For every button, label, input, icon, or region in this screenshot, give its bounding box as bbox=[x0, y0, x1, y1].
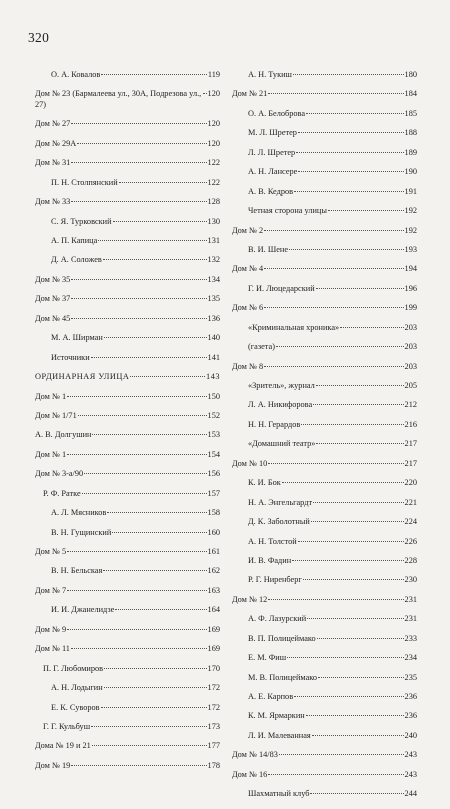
toc-entry-label: Дом № 8 bbox=[232, 361, 264, 371]
toc-leader-dots bbox=[71, 318, 206, 319]
toc-entry bbox=[232, 595, 417, 606]
toc-leader-dots bbox=[313, 404, 403, 405]
toc-entry bbox=[232, 634, 417, 645]
toc-leader-dots bbox=[268, 599, 403, 600]
toc-entry-label: Дом № 23 (Бармалеева ул., 30А, Подрезова ул., 27) bbox=[35, 89, 202, 109]
toc-leader-dots bbox=[115, 609, 206, 610]
toc-entry bbox=[232, 711, 417, 722]
toc-entry-page: 191 bbox=[404, 186, 417, 196]
toc-leader-dots bbox=[293, 74, 404, 75]
toc-entry-label: П. Н. Столпянский bbox=[51, 177, 118, 187]
toc-entry-label: В. Н. Бельская bbox=[51, 566, 103, 576]
toc-entry-page: 164 bbox=[207, 605, 220, 615]
toc-entry-page: 236 bbox=[404, 692, 417, 701]
toc-entry-page: 131 bbox=[207, 236, 220, 245]
toc-entry-label: Р. Г. Ниренберг bbox=[248, 575, 302, 585]
toc-entry-label: Дом № 11 bbox=[35, 644, 70, 654]
toc-entry-page: 240 bbox=[404, 730, 417, 740]
toc-entry-label: К. И. Бок bbox=[248, 478, 281, 488]
toc-entry-page: 217 bbox=[404, 439, 417, 449]
toc-entry-label: Дом № 10 bbox=[232, 458, 268, 468]
toc-entry-label: Дом № 19 bbox=[35, 760, 71, 770]
toc-leader-dots bbox=[104, 337, 207, 338]
toc-entry bbox=[35, 605, 220, 616]
toc-entry-page: 185 bbox=[404, 108, 417, 118]
toc-entry bbox=[232, 400, 417, 411]
toc-entry bbox=[232, 381, 417, 392]
toc-entry bbox=[232, 750, 417, 761]
toc-leader-dots bbox=[71, 123, 206, 124]
toc-entry-label: Шахматный клуб bbox=[248, 789, 310, 799]
toc-entry bbox=[232, 226, 417, 237]
toc-leader-dots bbox=[112, 532, 206, 533]
toc-entry-label: Дом № 16 bbox=[232, 769, 268, 779]
toc-leader-dots bbox=[92, 434, 206, 435]
toc-leader-dots bbox=[301, 424, 403, 425]
toc-leader-dots bbox=[98, 240, 206, 241]
toc-entry-label: Дом № 1/71 bbox=[35, 410, 77, 420]
toc-entry-label: Дом № 35 bbox=[35, 274, 71, 284]
toc-entry bbox=[232, 498, 417, 509]
toc-entry bbox=[232, 673, 417, 684]
toc-entry bbox=[35, 430, 220, 441]
toc-entry-label: Дом № 45 bbox=[35, 313, 71, 323]
toc-entry bbox=[35, 625, 220, 636]
toc-entry-label: М. Л. Шретер bbox=[248, 128, 297, 138]
page-number: 320 bbox=[28, 30, 50, 45]
toc-entry bbox=[232, 362, 417, 373]
toc-entry-label: А. Е. Карпов bbox=[248, 692, 294, 701]
toc-leader-dots bbox=[298, 132, 404, 133]
toc-entry-page: 120 bbox=[207, 138, 220, 148]
toc-section-heading bbox=[35, 372, 220, 383]
toc-entry-label: Источники bbox=[51, 352, 90, 362]
toc-entry-label: Дом № 5 bbox=[35, 547, 67, 556]
toc-entry bbox=[232, 770, 417, 781]
toc-entry-label: Дом № 9 bbox=[35, 624, 67, 634]
toc-entry bbox=[35, 392, 220, 403]
toc-entry bbox=[232, 478, 417, 489]
toc-entry-page: 122 bbox=[207, 177, 220, 187]
toc-entry-page: 134 bbox=[207, 274, 220, 284]
toc-entry-label: П. Г. Любомиров bbox=[43, 663, 104, 673]
toc-leader-dots bbox=[84, 473, 206, 474]
toc-leader-dots bbox=[264, 230, 403, 231]
toc-entry-label: С. Я. Турковский bbox=[51, 216, 112, 226]
toc-leader-dots bbox=[312, 735, 404, 736]
toc-leader-dots bbox=[328, 210, 404, 211]
toc-entry bbox=[232, 556, 417, 567]
toc-entry-page: 161 bbox=[207, 547, 220, 556]
toc-leader-dots bbox=[130, 376, 205, 377]
toc-entry-label: Д. А. Соложев bbox=[51, 255, 102, 265]
toc-entry-label: А. Ф. Лазурский bbox=[248, 614, 307, 624]
toc-entry-page: 140 bbox=[207, 333, 220, 343]
toc-entry-page: 130 bbox=[207, 216, 220, 226]
toc-entry bbox=[35, 119, 220, 130]
toc-entry bbox=[232, 614, 417, 625]
toc-entry-page: 189 bbox=[404, 147, 417, 157]
toc-leader-dots bbox=[282, 482, 404, 483]
toc-entry-page: 243 bbox=[404, 750, 417, 760]
toc-leader-dots bbox=[71, 279, 206, 280]
toc-leader-dots bbox=[294, 191, 403, 192]
toc-entry-page: 216 bbox=[404, 419, 417, 429]
toc-entry-page: 178 bbox=[207, 760, 220, 770]
toc-entry-page: 194 bbox=[404, 264, 417, 274]
toc-entry-label: Дом № 27 bbox=[35, 119, 71, 129]
toc-entry-label: В. И. Шене bbox=[248, 244, 288, 254]
toc-entry-label: Е. К. Суворов bbox=[51, 702, 100, 712]
toc-entry-page: 234 bbox=[404, 653, 417, 663]
toc-entry-page: 220 bbox=[404, 478, 417, 488]
toc-entry bbox=[232, 537, 417, 548]
toc-entry-label: Л. Л. Шретер bbox=[248, 147, 296, 157]
toc-entry-page: 231 bbox=[404, 594, 417, 604]
toc-leader-dots bbox=[318, 677, 404, 678]
toc-entry-label: «Зритель», журнал bbox=[248, 381, 315, 390]
toc-entry bbox=[35, 469, 220, 480]
toc-entry-page: 135 bbox=[207, 294, 220, 304]
toc-entry bbox=[35, 566, 220, 577]
toc-leader-dots bbox=[264, 268, 403, 269]
toc-entry-label: Дом № 1 bbox=[35, 449, 67, 459]
toc-leader-dots bbox=[71, 162, 206, 163]
toc-entry bbox=[35, 644, 220, 655]
toc-entry-page: 128 bbox=[207, 197, 220, 207]
toc-entry-page: 212 bbox=[404, 400, 417, 410]
toc-entry-label: А. П. Капица bbox=[51, 236, 98, 245]
toc-leader-dots bbox=[104, 687, 207, 688]
toc-entry-label: Н. А. Энгельгардт bbox=[248, 497, 313, 507]
toc-entry bbox=[232, 731, 417, 742]
toc-entry-label: Дом № 37 bbox=[35, 294, 71, 304]
toc-entry-page: 153 bbox=[207, 430, 220, 440]
toc-entry bbox=[35, 664, 220, 675]
toc-entry bbox=[35, 89, 220, 110]
toc-entry bbox=[232, 187, 417, 198]
toc-leader-dots bbox=[67, 551, 206, 552]
toc-entry-label: В. П. Полицеймако bbox=[248, 633, 316, 643]
toc-leader-dots bbox=[71, 298, 206, 299]
toc-entry bbox=[35, 314, 220, 325]
toc-entry-label: М. В. Полицеймако bbox=[248, 672, 318, 682]
toc-entry-page: 244 bbox=[404, 789, 417, 799]
toc-leader-dots bbox=[306, 715, 404, 716]
toc-leader-dots bbox=[71, 648, 207, 649]
toc-entry-page: 203 bbox=[404, 361, 417, 371]
toc-leader-dots bbox=[287, 657, 403, 658]
toc-leader-dots bbox=[306, 113, 404, 114]
toc-leader-dots bbox=[67, 396, 206, 397]
toc-entry bbox=[35, 450, 220, 461]
toc-entry-page: 120 bbox=[207, 89, 220, 99]
toc-entry-page: 188 bbox=[404, 128, 417, 138]
toc-entry-label: Г. Г. Кульбуш bbox=[43, 721, 91, 731]
toc-entry-label: К. М. Ярмаркин bbox=[248, 711, 305, 721]
toc-entry-label: О. А. Ковалов bbox=[51, 70, 101, 79]
toc-entry-page: 184 bbox=[404, 89, 417, 99]
toc-entry-page: 170 bbox=[207, 663, 220, 673]
toc-entry-label: «Криминальная хроника» bbox=[248, 322, 340, 332]
toc-entry-page: 196 bbox=[404, 283, 417, 293]
toc-entry bbox=[35, 333, 220, 344]
toc-entry-label: Дом № 1 bbox=[35, 391, 67, 401]
toc-entry-page: 169 bbox=[207, 644, 220, 654]
toc-leader-dots bbox=[101, 74, 207, 75]
toc-entry-page: 119 bbox=[207, 70, 220, 79]
toc-entry bbox=[232, 245, 417, 256]
toc-entry-page: 172 bbox=[207, 702, 220, 712]
toc-entry-label: А. Н. Тукиш bbox=[248, 70, 292, 79]
toc-entry-label: А. В. Долгушин bbox=[35, 430, 92, 440]
toc-entry bbox=[232, 109, 417, 120]
toc-entry-page: 217 bbox=[404, 458, 417, 468]
toc-entry-page: 150 bbox=[207, 391, 220, 401]
toc-leader-dots bbox=[67, 590, 206, 591]
toc-entry-page: 169 bbox=[207, 624, 220, 634]
toc-entry-label: А. Л. Мясников bbox=[51, 508, 107, 518]
toc-entry bbox=[232, 284, 417, 295]
toc-entry bbox=[232, 264, 417, 275]
toc-entry-page: 122 bbox=[207, 158, 220, 168]
toc-entry-label: А. Н. Толстой bbox=[248, 536, 297, 546]
toc-entry bbox=[35, 741, 220, 752]
toc-entry-page: 203 bbox=[404, 322, 417, 332]
toc-entry-page: 136 bbox=[207, 313, 220, 323]
toc-entry-page: 157 bbox=[207, 488, 220, 498]
toc-entry-page: 141 bbox=[207, 352, 220, 362]
toc-entry-label: Четная сторона улицы bbox=[248, 206, 327, 216]
toc-entry-page: 173 bbox=[207, 721, 220, 731]
toc-entry-page: 143 bbox=[206, 372, 220, 382]
toc-leader-dots bbox=[340, 327, 403, 328]
toc-entry-page: 177 bbox=[207, 741, 220, 751]
toc-entry-page: 120 bbox=[207, 119, 220, 129]
toc-entry-page: 160 bbox=[207, 527, 220, 537]
toc-leader-dots bbox=[71, 765, 206, 766]
toc-entry bbox=[35, 547, 220, 558]
toc-leader-dots bbox=[313, 502, 403, 503]
toc-entry-page: 192 bbox=[404, 225, 417, 235]
toc-leader-dots bbox=[264, 307, 403, 308]
toc-left-column bbox=[35, 70, 220, 780]
toc-leader-dots bbox=[268, 463, 403, 464]
toc-entry bbox=[35, 703, 220, 714]
toc-leader-dots bbox=[316, 288, 404, 289]
toc-entry bbox=[35, 353, 220, 364]
toc-entry bbox=[232, 89, 417, 100]
toc-leader-dots bbox=[303, 579, 404, 580]
toc-leader-dots bbox=[103, 259, 207, 260]
toc-entry-label: Л. И. Малеванная bbox=[248, 730, 311, 740]
toc-entry bbox=[232, 459, 417, 470]
toc-entry-label: Р. Ф. Ратке bbox=[43, 488, 81, 498]
toc-leader-dots bbox=[101, 707, 207, 708]
toc-entry-label: Д. К. Заболотный bbox=[248, 517, 310, 527]
toc-entry-page: 193 bbox=[404, 244, 417, 254]
toc-leader-dots bbox=[310, 793, 403, 794]
toc-leader-dots bbox=[316, 443, 403, 444]
toc-entry bbox=[35, 255, 220, 266]
toc-entry-label: Дом № 6 bbox=[232, 303, 264, 313]
toc-leader-dots bbox=[82, 493, 207, 494]
toc-leader-dots bbox=[296, 152, 403, 153]
toc-entry-page: 132 bbox=[207, 255, 220, 265]
toc-entry bbox=[35, 139, 220, 150]
toc-leader-dots bbox=[294, 696, 403, 697]
toc-entry bbox=[232, 517, 417, 528]
toc-entry bbox=[232, 167, 417, 178]
toc-entry-label: Дом № 4 bbox=[232, 264, 264, 274]
toc-entry-page: 162 bbox=[207, 566, 220, 576]
toc-entry bbox=[232, 692, 417, 703]
toc-entry-page: 243 bbox=[404, 769, 417, 779]
toc-entry-page: 172 bbox=[207, 683, 220, 693]
toc-entry-label: В. Н. Гущинский bbox=[51, 527, 112, 537]
toc-entry-page: 228 bbox=[404, 555, 417, 565]
toc-leader-dots bbox=[317, 638, 404, 639]
toc-entry-label: Дом № 2 bbox=[232, 225, 264, 235]
toc-entry bbox=[232, 303, 417, 314]
toc-entry bbox=[232, 342, 417, 353]
toc-entry bbox=[232, 789, 417, 800]
toc-leader-dots bbox=[113, 221, 207, 222]
toc-entry bbox=[232, 439, 417, 450]
toc-entry-label: ОРДИНАРНАЯ УЛИЦА bbox=[35, 372, 130, 382]
toc-leader-dots bbox=[119, 182, 207, 183]
toc-leader-dots bbox=[292, 560, 403, 561]
toc-entry-label: Н. Н. Герардов bbox=[248, 419, 301, 429]
toc-entry bbox=[35, 158, 220, 169]
toc-leader-dots bbox=[289, 249, 404, 250]
toc-leader-dots bbox=[311, 521, 404, 522]
toc-entry-label: (газета) bbox=[248, 342, 275, 352]
toc-entry bbox=[35, 586, 220, 597]
toc-entry-label: Дом № 12 bbox=[232, 594, 268, 604]
toc-leader-dots bbox=[77, 143, 206, 144]
toc-right-column bbox=[232, 70, 417, 809]
toc-entry bbox=[35, 722, 220, 733]
toc-entry bbox=[232, 128, 417, 139]
toc-entry-page: 156 bbox=[207, 469, 220, 479]
toc-entry bbox=[35, 294, 220, 305]
toc-entry bbox=[35, 197, 220, 208]
toc-entry bbox=[35, 528, 220, 539]
toc-leader-dots bbox=[264, 366, 403, 367]
toc-leader-dots bbox=[316, 385, 404, 386]
toc-entry-page: 231 bbox=[404, 614, 417, 624]
toc-entry bbox=[232, 575, 417, 586]
toc-entry-page: 233 bbox=[404, 633, 417, 643]
toc-leader-dots bbox=[298, 541, 404, 542]
toc-entry-page: 226 bbox=[404, 536, 417, 546]
toc-entry-label: Л. А. Никифорова bbox=[248, 400, 313, 410]
toc-entry bbox=[35, 217, 220, 228]
toc-entry-page: 163 bbox=[207, 585, 220, 595]
toc-entry bbox=[35, 683, 220, 694]
toc-entry-label: И. В. Фадин bbox=[248, 555, 292, 565]
toc-entry-label: А. Н. Лодыгин bbox=[51, 683, 103, 693]
toc-leader-dots bbox=[203, 93, 207, 94]
toc-entry-page: 154 bbox=[207, 449, 220, 459]
toc-entry bbox=[232, 70, 417, 81]
toc-entry bbox=[232, 420, 417, 431]
toc-entry-page: 180 bbox=[404, 70, 417, 79]
toc-entry-page: 152 bbox=[207, 410, 220, 420]
toc-entry bbox=[35, 411, 220, 422]
toc-leader-dots bbox=[276, 346, 404, 347]
toc-entry-page: 230 bbox=[404, 575, 417, 585]
toc-entry-page: 199 bbox=[404, 303, 417, 313]
toc-entry-label: Дом № 31 bbox=[35, 158, 71, 168]
toc-leader-dots bbox=[78, 415, 207, 416]
toc-leader-dots bbox=[67, 454, 206, 455]
toc-entry-label: Дом № 21 bbox=[232, 89, 268, 99]
toc-leader-dots bbox=[279, 754, 404, 755]
toc-entry-label: И. И. Джанелидзе bbox=[51, 605, 115, 615]
toc-entry-page: 205 bbox=[404, 381, 417, 390]
toc-entry-page: 236 bbox=[404, 711, 417, 721]
toc-entry-label: Дом № 29А bbox=[35, 138, 77, 148]
toc-leader-dots bbox=[91, 357, 207, 358]
toc-leader-dots bbox=[107, 512, 206, 513]
toc-leader-dots bbox=[92, 745, 207, 746]
toc-entry-page: 221 bbox=[404, 497, 417, 507]
toc-leader-dots bbox=[307, 618, 403, 619]
toc-entry-page: 224 bbox=[404, 517, 417, 527]
toc-entry-label: Е. М. Фиш bbox=[248, 653, 287, 663]
toc-entry-page: 235 bbox=[404, 672, 417, 682]
toc-leader-dots bbox=[268, 774, 403, 775]
toc-leader-dots bbox=[103, 570, 206, 571]
toc-entry bbox=[232, 323, 417, 334]
toc-entry-label: А. В. Кедров bbox=[248, 186, 294, 196]
toc-leader-dots bbox=[71, 201, 206, 202]
toc-entry-label: Дом № 14/83 bbox=[232, 750, 278, 760]
toc-entry-page: 158 bbox=[207, 508, 220, 518]
toc-entry bbox=[35, 508, 220, 519]
toc-entry-page: 190 bbox=[404, 167, 417, 177]
toc-leader-dots bbox=[104, 668, 206, 669]
toc-entry-label: Г. И. Люцедарский bbox=[248, 283, 315, 293]
toc-entry-label: Дом № 33 bbox=[35, 197, 71, 207]
toc-entry-label: А. Н. Лансере bbox=[248, 167, 298, 177]
toc-entry bbox=[35, 236, 220, 247]
toc-leader-dots bbox=[298, 171, 403, 172]
toc-entry bbox=[232, 206, 417, 217]
toc-entry-label: «Домашний театр» bbox=[248, 439, 316, 449]
toc-entry-page: 192 bbox=[404, 206, 417, 216]
toc-leader-dots bbox=[268, 93, 403, 94]
toc-leader-dots bbox=[91, 726, 206, 727]
toc-entry bbox=[35, 761, 220, 772]
toc-entry bbox=[35, 70, 220, 81]
toc-entry bbox=[232, 653, 417, 664]
toc-entry-page: 203 bbox=[404, 342, 417, 352]
toc-entry-label: Дом № 3-а/90 bbox=[35, 469, 84, 479]
toc-entry-label: М. А. Ширман bbox=[51, 333, 103, 343]
toc-entry bbox=[35, 489, 220, 500]
toc-entry-label: Дом № 7 bbox=[35, 585, 67, 595]
toc-entry bbox=[35, 178, 220, 189]
toc-entry-label: Дома № 19 и 21 bbox=[35, 741, 91, 751]
toc-entry-label: О. А. Белоброва bbox=[248, 108, 306, 118]
toc-entry bbox=[35, 275, 220, 286]
toc-entry bbox=[232, 148, 417, 159]
